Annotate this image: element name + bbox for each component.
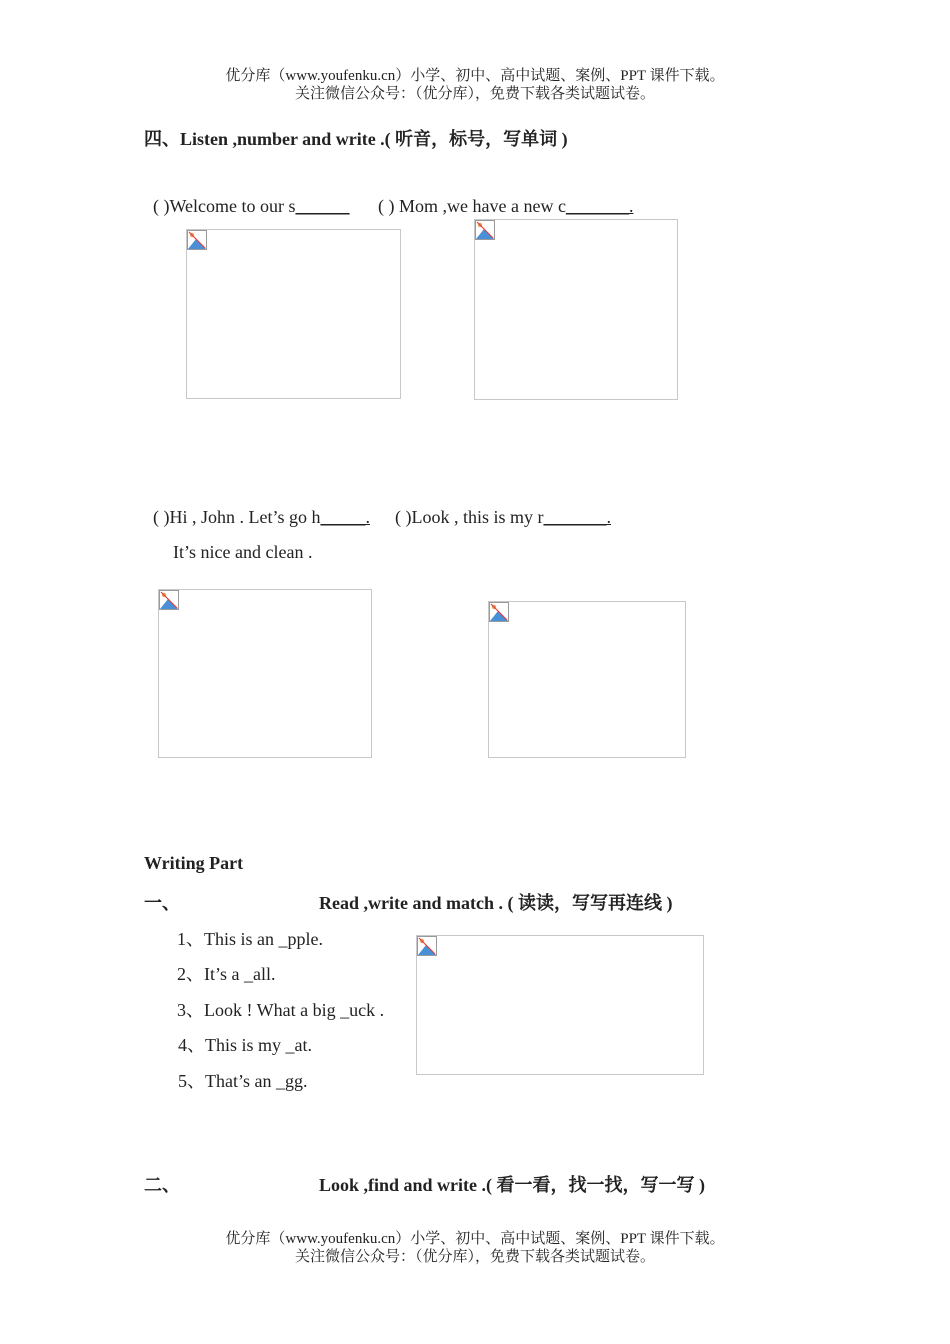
question-1-paren: ( ): [153, 196, 170, 216]
question-3-blank: _____.: [320, 507, 370, 527]
list-item: 1、This is an _pple.: [177, 929, 323, 949]
part1-title: Read ,write and match . ( 读读，写写再连线 ): [319, 893, 673, 913]
question-2-text: Mom ,we have a new c: [394, 196, 566, 216]
footer-line-1: 优分库（www.youfenku.cn）小学、初中、高中试题、案例、PPT 课件下载。: [225, 1231, 725, 1247]
broken-image-icon: [417, 936, 437, 956]
question-4-text: Look , this is my r: [411, 507, 544, 527]
list-item: 2、It’s a _all.: [177, 964, 276, 984]
header-line-1: 优分库（www.youfenku.cn）小学、初中、高中试题、案例、PPT 课件下载。: [225, 68, 725, 84]
question-4: [395, 507, 611, 528]
header-line-2: 关注微信公众号：（优分库），免费下载各类试题试卷。: [294, 86, 655, 102]
broken-image-icon: [159, 590, 179, 610]
question-1: [153, 196, 350, 217]
question-3: [153, 507, 370, 528]
question-4-paren: ( ): [395, 507, 412, 527]
list-item: 4、This is my _at.: [178, 1035, 312, 1055]
footer-line-2: 关注微信公众号：（优分库），免费下载各类试题试卷。: [294, 1249, 655, 1265]
section4-title: 四、Listen ,number and write .( 听音，标号，写单词 ): [144, 129, 568, 149]
question-2-paren: ( ): [378, 196, 395, 216]
broken-image-icon: [475, 220, 495, 240]
writing-part-title: Writing Part: [144, 853, 244, 873]
picture-match: [416, 935, 704, 1075]
question-3-line-2: It’s nice and clean .: [173, 542, 313, 562]
question-3-paren: ( ): [153, 507, 170, 527]
broken-image-icon: [187, 230, 207, 250]
part2-number: 二、: [144, 1175, 180, 1195]
part2-title: Look ,find and write .( 看一看，找一找，写一写 ): [319, 1175, 706, 1195]
question-1-text: Welcome to our s: [169, 196, 296, 216]
picture-home: [158, 589, 372, 758]
question-4-blank: _______.: [543, 507, 612, 527]
list-item: 3、Look ! What a big _uck .: [177, 1000, 385, 1020]
question-2-blank: _______.: [565, 196, 634, 216]
question-2: [378, 196, 633, 217]
broken-image-icon: [489, 602, 509, 622]
question-1-blank: ______: [295, 196, 350, 216]
list-item: 5、That’s an _gg.: [178, 1071, 308, 1091]
picture-school: [186, 229, 401, 399]
picture-classroom: [474, 219, 678, 400]
picture-room: [488, 601, 686, 758]
part1-number: 一、: [144, 893, 180, 913]
question-3-text: Hi , John . Let’s go h: [169, 507, 321, 527]
